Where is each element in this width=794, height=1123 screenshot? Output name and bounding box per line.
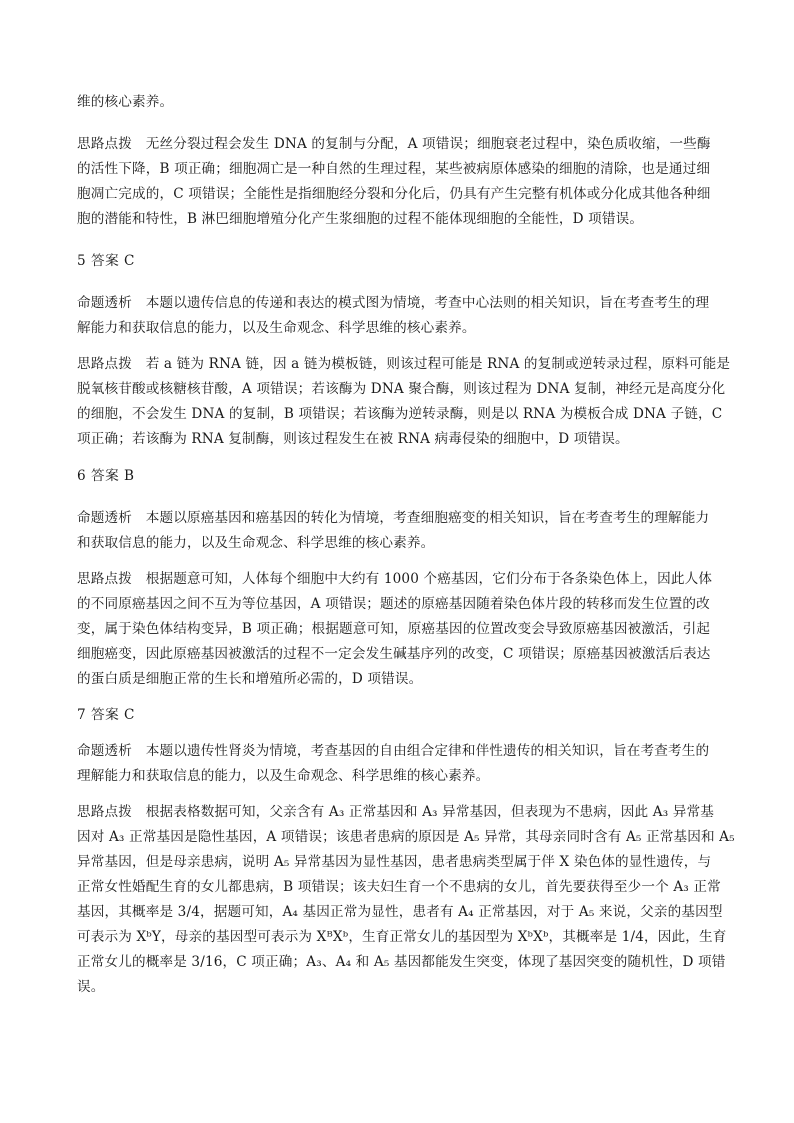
text-line: 可表示为 XᵇY，母亲的基因型可表示为 XᴮXᵇ，生育正常女儿的基因型为 XᵇXᵇ，其概率是 1/4，因此，生育: [77, 929, 727, 945]
q5-answer: [77, 249, 720, 274]
text-line: 细胞癌变，因此原癌基因被激活的过程不一定会发生碱基序列的改变，C 项错误；原癌基因被激活后表达: [77, 646, 711, 662]
q5-intent: [77, 291, 720, 341]
text-line: 思路点拨 无丝分裂过程会发生 DNA 的复制与分配，A 项错误；细胞衰老过程中，染色质收缩，一些酶: [77, 136, 711, 152]
q7-answer: [77, 703, 720, 728]
q5-analysis: [77, 352, 731, 452]
q4-analysis: [77, 132, 720, 232]
text-line: 脱氧核苷酸或核糖核苷酸，A 项错误；若该酶为 DNA 聚合酶，则该过程为 DNA 复制，神经元是高度分化: [77, 381, 726, 397]
text-line: 正常女儿的概率是 3/16，C 项正确；A₃、A₄ 和 A₅ 基因都能发生突变，体现了基因突变的随机性，D 项错: [77, 954, 726, 970]
text-line: 维的核心素养。: [77, 94, 174, 110]
text-line: 的活性下降，B 项正确；细胞凋亡是一种自然的生理过程，某些被病原体感染的细胞的清除，也是通过细: [77, 161, 711, 177]
text-line: 命题透析 本题以遗传性肾炎为情境，考查基因的自由组合定律和伴性遗传的相关知识，旨在考查考生的: [77, 743, 710, 759]
text-line: 的不同原癌基因之间不互为等位基因，A 项错误；题述的原癌基因随着染色体片段的转移而发生位置的改: [77, 596, 710, 612]
q6-answer: [77, 464, 720, 489]
answer-heading: 5 答案 C: [77, 253, 135, 269]
text-fragment: [77, 90, 720, 115]
text-line: 变，属于染色体结构变异，B 项正确；根据题意可知，原癌基因的位置改变会导致原癌基因被激活，引起: [77, 621, 711, 637]
text-line: 的蛋白质是细胞正常的生长和增殖所必需的，D 项错误。: [77, 671, 423, 687]
text-line: 命题透析 本题以遗传信息的传递和表达的模式图为情境，考查中心法则的相关知识，旨在考查考生的理: [77, 295, 710, 311]
text-line: 的细胞，不会发生 DNA 的复制，B 项错误；若该酶为逆转录酶，则是以 RNA 为模板合成 DNA 子链，C: [77, 406, 723, 422]
text-line: 思路点拨 根据表格数据可知，父亲含有 A₃ 正常基因和 A₃ 异常基因，但表现为不患病，因此 A₃ 异常基: [77, 804, 715, 820]
q6-analysis: [77, 567, 720, 692]
text-line: 解能力和获取信息的能力，以及生命观念、科学思维的核心素养。: [77, 320, 476, 336]
text-line: 正常女性婚配生育的女儿都患病，B 项错误；该夫妇生育一个不患病的女儿，首先要获得至少一个 A₃ 正常: [77, 879, 721, 895]
answer-heading: 6 答案 B: [77, 468, 135, 484]
text-line: 思路点拨 根据题意可知，人体每个细胞中大约有 1000 个癌基因，它们分布于各条染色体上，因此人体: [77, 571, 713, 587]
q6-intent: [77, 506, 720, 556]
text-line: 基因，其概率是 3/4，据题可知，A₄ 基因正常为显性，患者有 A₄ 正常基因，对于 A₅ 来说，父亲的基因型: [77, 904, 723, 920]
text-line: 理解能力和获取信息的能力，以及生命观念、科学思维的核心素养。: [77, 768, 490, 784]
text-line: 误。: [77, 979, 105, 995]
q7-analysis: [77, 800, 735, 1000]
text-line: 胞的潜能和特性，B 淋巴细胞增殖分化产生浆细胞的过程不能体现细胞的全能性，D 项错误。: [77, 211, 644, 227]
text-line: 思路点拨 若 a 链为 RNA 链，因 a 链为模板链，则该过程可能是 RNA 的复制或逆转录过程，原料可能是: [77, 356, 731, 372]
text-line: 项正确；若该酶为 RNA 复制酶，则该过程发生在被 RNA 病毒侵染的细胞中，D 项错误。: [77, 431, 629, 447]
text-line: 胞凋亡完成的，C 项错误；全能性是指细胞经分裂和分化后，仍具有产生完整有机体或分化成其他各种细: [77, 186, 711, 202]
q7-intent: [77, 739, 720, 789]
text-line: 异常基因，但是母亲患病，说明 A₅ 异常基因为显性基因，患者患病类型属于伴 X 染色体的显性遗传，与: [77, 854, 712, 870]
answer-heading: 7 答案 C: [77, 707, 135, 723]
text-line: 因对 A₃ 正常基因是隐性基因，A 项错误；该患者患病的原因是 A₅ 异常，其母亲同时含有 A₅ 正常基因和 A₅: [77, 829, 735, 845]
text-line: 命题透析 本题以原癌基因和癌基因的转化为情境，考查细胞癌变的相关知识，旨在考查考生的理解能力: [77, 510, 710, 526]
text-line: 和获取信息的能力，以及生命观念、科学思维的核心素养。: [77, 535, 435, 551]
